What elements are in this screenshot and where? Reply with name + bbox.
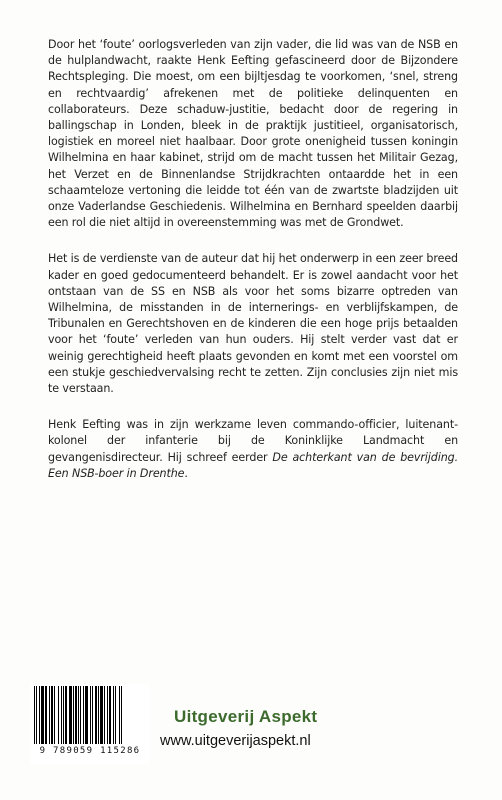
bio-text-end: .: [184, 466, 188, 480]
paragraph-author-background: Door het ‘foute’ oorlogsverleden van zijn vader, die lid was van de NSB en de hulplandwacht, raakte Henk Eefting gefascineerd door de Bijzondere Rechtspleging. Die moest, om een bijltjesdag te voorkomen, ‘snel, streng en rechtvaardig’ afrekenen met de politieke delinquenten en collaborateurs. Deze schaduw-justitie, bedacht door de regering in ballingschap in Londen, bleek in de praktijk justitieel, organisatorisch, logistiek en moreel niet haalbaar. Door grote onenigheid tussen koningin Wilhelmina en haar kabinet, strijd om de macht tussen het Militair Gezag, het Verzet en de Binnenlandse Strijdkrachten ontaardde het in een schaamteloze vertoning die leidde tot één van de zwartste bladzijden uit onze Vaderlandse Geschiedenis. Wilhelmina en Bernhard speelden daarbij een rol die niet altijd in overeenstemming was met de Grondwet.: [48, 38, 458, 230]
previous-book-title: De achterkant van de bevrijding. Een NSB-boer in Drenthe: [48, 450, 458, 480]
paragraph-author-bio: [48, 417, 458, 482]
bio-text: Henk Eefting was in zijn werkzame leven commando-officier, luitenant-kolonel der infanterie bij de Koninklijke Landmacht en gevangenisdirecteur. Hij schreef eerder: [48, 418, 458, 464]
publisher-website[interactable]: www.uitgeverijaspekt.nl: [160, 733, 311, 749]
publisher-name: Uitgeverij Aspekt: [174, 707, 318, 726]
back-cover-text: [48, 37, 458, 502]
barcode-bars: [34, 686, 146, 744]
paragraph-book-merits: Het is de verdienste van de auteur dat hij het onderwerp in een zeer breed kader en goed gedocumenteerd behandelt. Er is zowel aandacht voor het ontstaan van de SS en NSB als voor het soms bizarre optreden van Wilhelmina, de misstanden in de internerings- en verblijfskampen, de Tribunalen en Gerechtshoven en de kinderen die een hoge prijs betaalden voor het ‘foute’ verleden van hun ouders. Hij stelt verder vast dat er weinig gerechtigheid heeft plaats gevonden en komt met een voorstel om een stukje geschiedvervalsing recht te zetten. Zijn conclusies zijn niet mis te verstaan.: [48, 252, 458, 396]
isbn-digits: 9 789059 115286: [39, 746, 141, 756]
isbn-barcode: [30, 684, 150, 764]
